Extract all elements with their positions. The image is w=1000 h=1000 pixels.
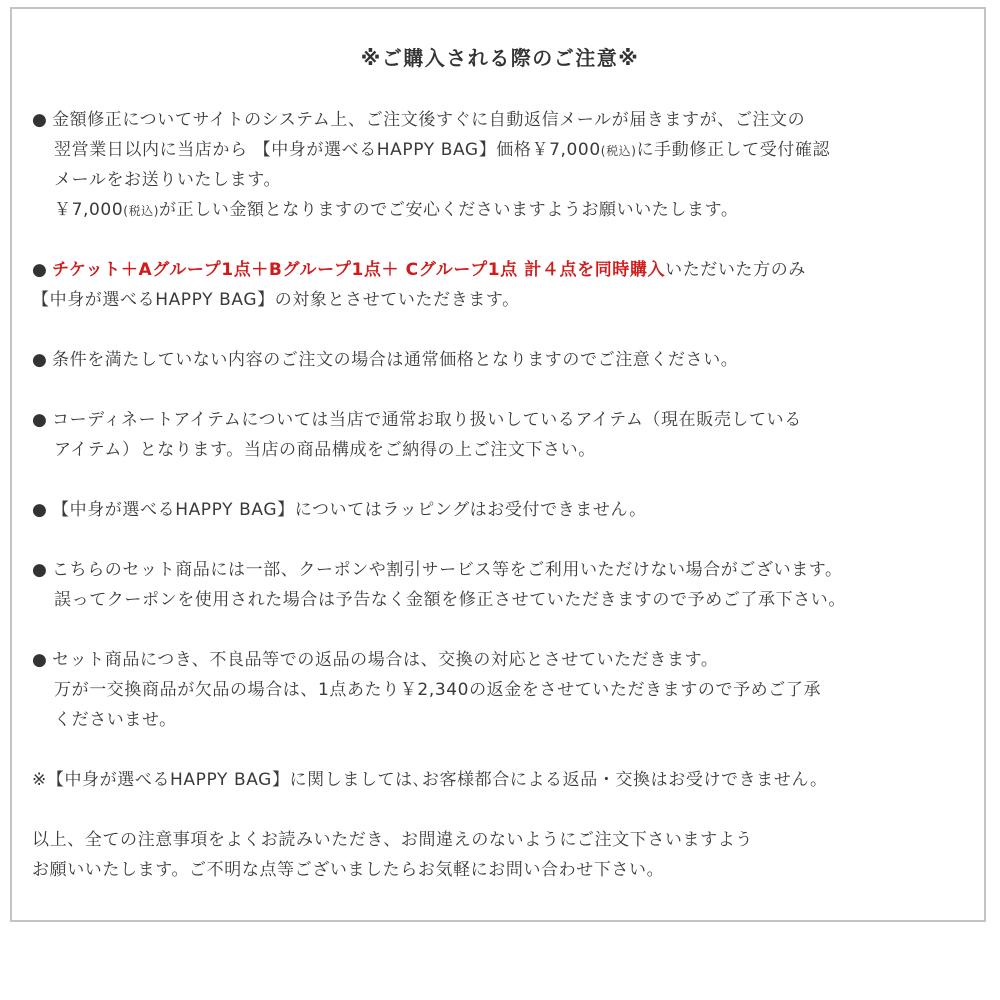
note-1-line-1 bbox=[32, 108, 805, 132]
note-1-text-4a: ￥7,000 bbox=[54, 200, 124, 220]
note-6-line-2: 誤ってクーポンを使用された場合は予告なく金額を修正させていただきますので予めご了承下さい。 bbox=[54, 590, 846, 610]
note-4-line-2: アイテム）となります。当店の商品構成をご納得の上ご注文下さい。 bbox=[54, 440, 596, 460]
note-1-text-2b: に手動修正して受付確認 bbox=[636, 140, 831, 160]
note-6-text-1: こちらのセット商品には一部、クーポンや割引サービス等をご利用いただけない場合がございます。 bbox=[52, 560, 843, 580]
note-1-line-2 bbox=[54, 138, 830, 163]
note-4-text-1: コーディネートアイテムについては当店で通常お取り扱いしているアイテム（現在販売している bbox=[52, 410, 802, 430]
note-5-line-1 bbox=[32, 498, 647, 522]
note-1-text-1: 金額修正についてサイトのシステム上、ご注文後すぐに自動返信メールが届きますが、ご注文の bbox=[52, 110, 806, 130]
note-2-highlight: チケット＋Aグループ1点＋Bグループ1点＋ Cグループ1点 計４点を同時購入 bbox=[52, 260, 666, 280]
notice-title: ※ご購入される際のご注意※ bbox=[360, 46, 640, 70]
bullet-icon: ● bbox=[32, 500, 48, 520]
note-1-text-4b: が正しい金額となりますのでご安心くださいますようお願いいたします。 bbox=[159, 200, 739, 220]
note-4-line-1 bbox=[32, 408, 802, 432]
bullet-icon: ● bbox=[32, 350, 48, 370]
note-8-line-1: ※【中身が選べるHAPPY BAG】に関しましては､お客様都合による返品・交換はお受けできません。 bbox=[32, 770, 828, 790]
note-5-text-1: 【中身が選べるHAPPY BAG】についてはラッピングはお受付できません。 bbox=[52, 500, 647, 520]
note-7-line-3: くださいませ。 bbox=[54, 710, 177, 730]
bullet-icon: ● bbox=[32, 410, 48, 430]
bullet-icon: ● bbox=[32, 110, 48, 130]
closing-line-1: 以上、全ての注意事項をよくお読みいただき、お間違えのないようにご注文下さいますよう bbox=[32, 830, 753, 850]
note-1-text-2a: 翌営業日以内に当店から 【中身が選べるHAPPY BAG】価格￥7,000 bbox=[54, 140, 601, 160]
note-7-line-2: 万が一交換商品が欠品の場合は、1点あたり￥2,340の返金をさせていただきますので予めご了承 bbox=[54, 680, 822, 700]
note-2-text-1b: いただいた方のみ bbox=[665, 260, 806, 280]
bullet-icon: ● bbox=[32, 560, 48, 580]
note-6-line-1 bbox=[32, 558, 843, 582]
note-7-line-1 bbox=[32, 648, 718, 672]
note-2-line-1 bbox=[32, 258, 806, 282]
note-1-tax-label: (税込) bbox=[600, 144, 637, 158]
note-3-line-1 bbox=[32, 348, 738, 372]
bullet-icon: ● bbox=[32, 260, 48, 280]
note-1-line-3: メールをお送りいたします。 bbox=[54, 170, 282, 190]
note-1-tax-label-2: (税込) bbox=[123, 204, 160, 218]
closing-line-2: お願いいたします。ご不明な点等ございましたらお気軽にお問い合わせ下さい。 bbox=[32, 860, 665, 880]
bullet-icon: ● bbox=[32, 650, 48, 670]
note-3-text-1: 条件を満たしていない内容のご注文の場合は通常価格となりますのでご注意ください。 bbox=[52, 350, 739, 370]
note-1-line-4 bbox=[54, 198, 739, 223]
note-2-line-2: 【中身が選べるHAPPY BAG】の対象とさせていただきます。 bbox=[32, 290, 520, 310]
note-7-text-1: セット商品につき、不良品等での返品の場合は、交換の対応とさせていただきます。 bbox=[52, 650, 719, 670]
